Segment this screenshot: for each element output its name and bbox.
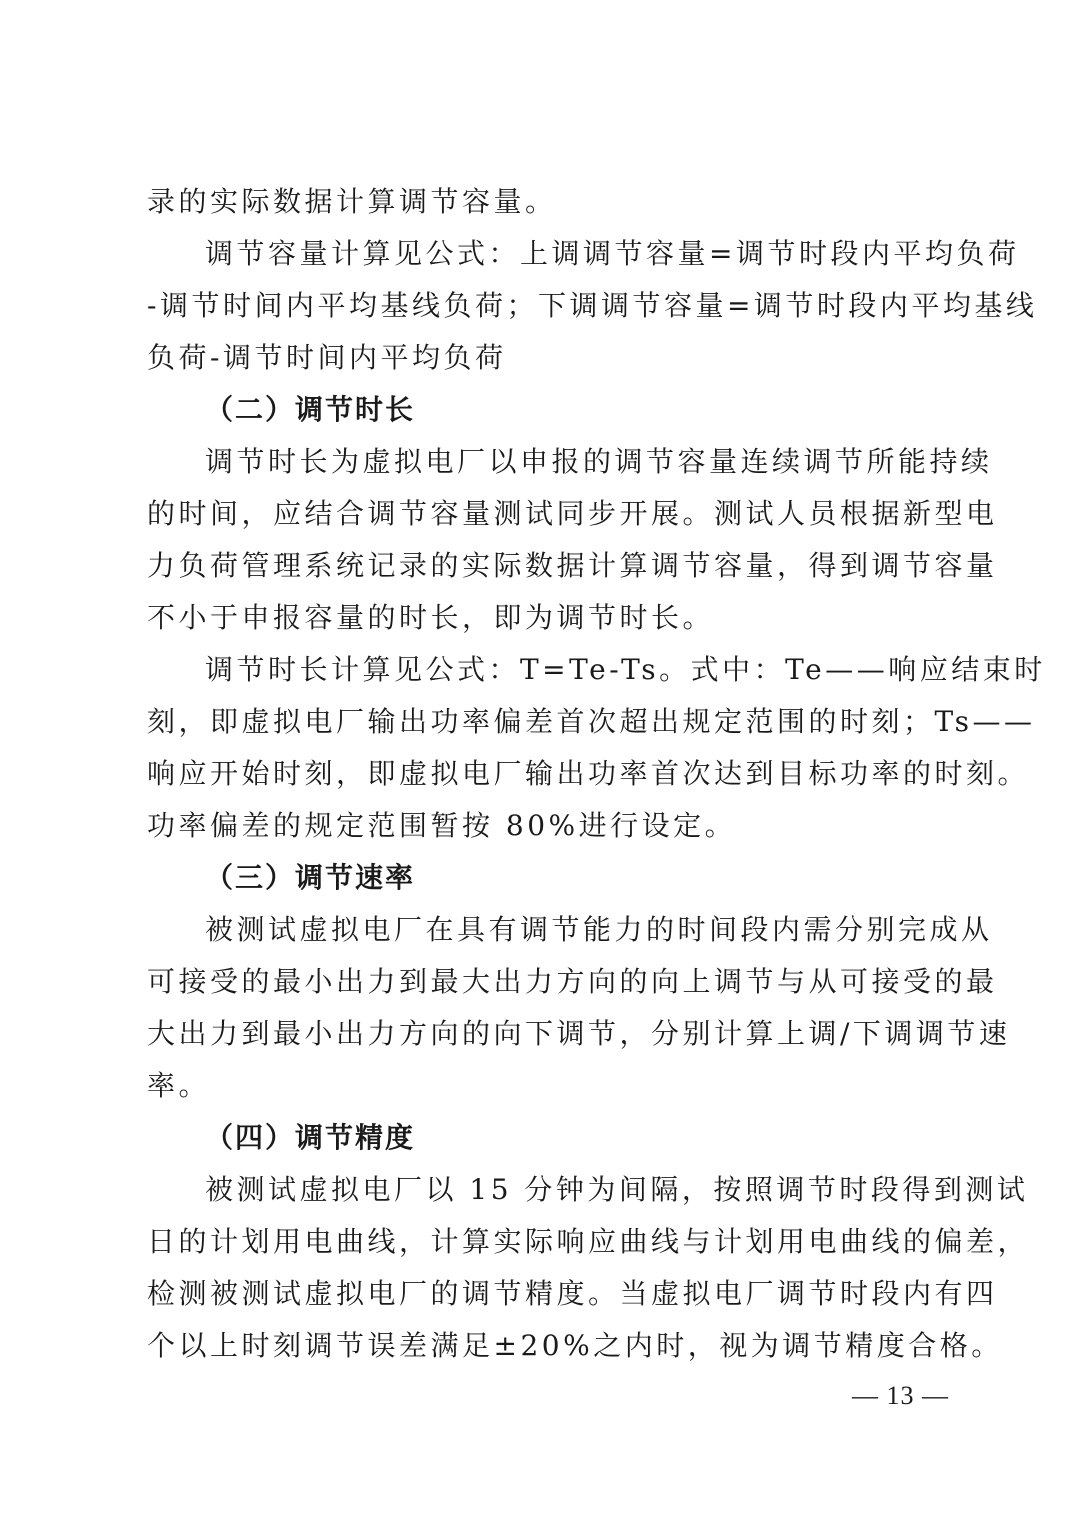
paragraph-line: 率。 (147, 1069, 211, 1102)
paragraph-line: 大出力到最小出力方向的向下调节，分别计算上调/下调调节速 (147, 1017, 1011, 1050)
paragraph-line: 被测试虚拟电厂在具有调节能力的时间段内需分别完成从 (205, 913, 993, 946)
paragraph-line: 不小于申报容量的时长，即为调节时长。 (147, 601, 715, 634)
paragraph-line: 调节容量计算见公式：上调调节容量=调节时段内平均负荷 (205, 237, 1020, 270)
section-heading: （四）调节精度 (205, 1121, 416, 1154)
section-heading: （二）调节时长 (205, 393, 416, 426)
paragraph-line: -调节时间内平均基线负荷；下调调节容量=调节时段内平均基线 (147, 289, 1038, 322)
paragraph-line: 日的计划用电曲线，计算实际响应曲线与计划用电曲线的偏差， (147, 1225, 1030, 1258)
section-heading: （三）调节速率 (205, 861, 416, 894)
paragraph-line: 刻，即虚拟电厂输出功率偏差首次超出规定范围的时刻；Ts—— (147, 705, 1036, 738)
paragraph-line: 负荷-调节时间内平均负荷 (147, 341, 507, 374)
paragraph-line: 被测试虚拟电厂以 15 分钟为间隔，按照调节时段得到测试 (205, 1173, 1029, 1206)
paragraph-line: 录的实际数据计算调节容量。 (147, 185, 557, 218)
paragraph-line: 功率偏差的规定范围暂按 80%进行设定。 (147, 809, 737, 842)
paragraph-line: 响应开始时刻，即虚拟电厂输出功率首次达到目标功率的时刻。 (147, 757, 1030, 790)
paragraph-line: 检测被测试虚拟电厂的调节精度。当虚拟电厂调节时段内有四 (147, 1277, 998, 1310)
paragraph-line: 调节时长计算见公式：T=Te-Ts。式中：Te——响应结束时 (205, 653, 1046, 686)
paragraph-line: 力负荷管理系统记录的实际数据计算调节容量，得到调节容量 (147, 549, 998, 582)
page-number: — 13 — (852, 1381, 949, 1410)
paragraph-line: 可接受的最小出力到最大出力方向的向上调节与从可接受的最 (147, 965, 998, 998)
paragraph-line: 个以上时刻调节误差满足±20%之内时，视为调节精度合格。 (147, 1329, 1003, 1362)
paragraph-line: 调节时长为虚拟电厂以申报的调节容量连续调节所能持续 (205, 445, 993, 478)
paragraph-line: 的时间，应结合调节容量测试同步开展。测试人员根据新型电 (147, 497, 998, 530)
